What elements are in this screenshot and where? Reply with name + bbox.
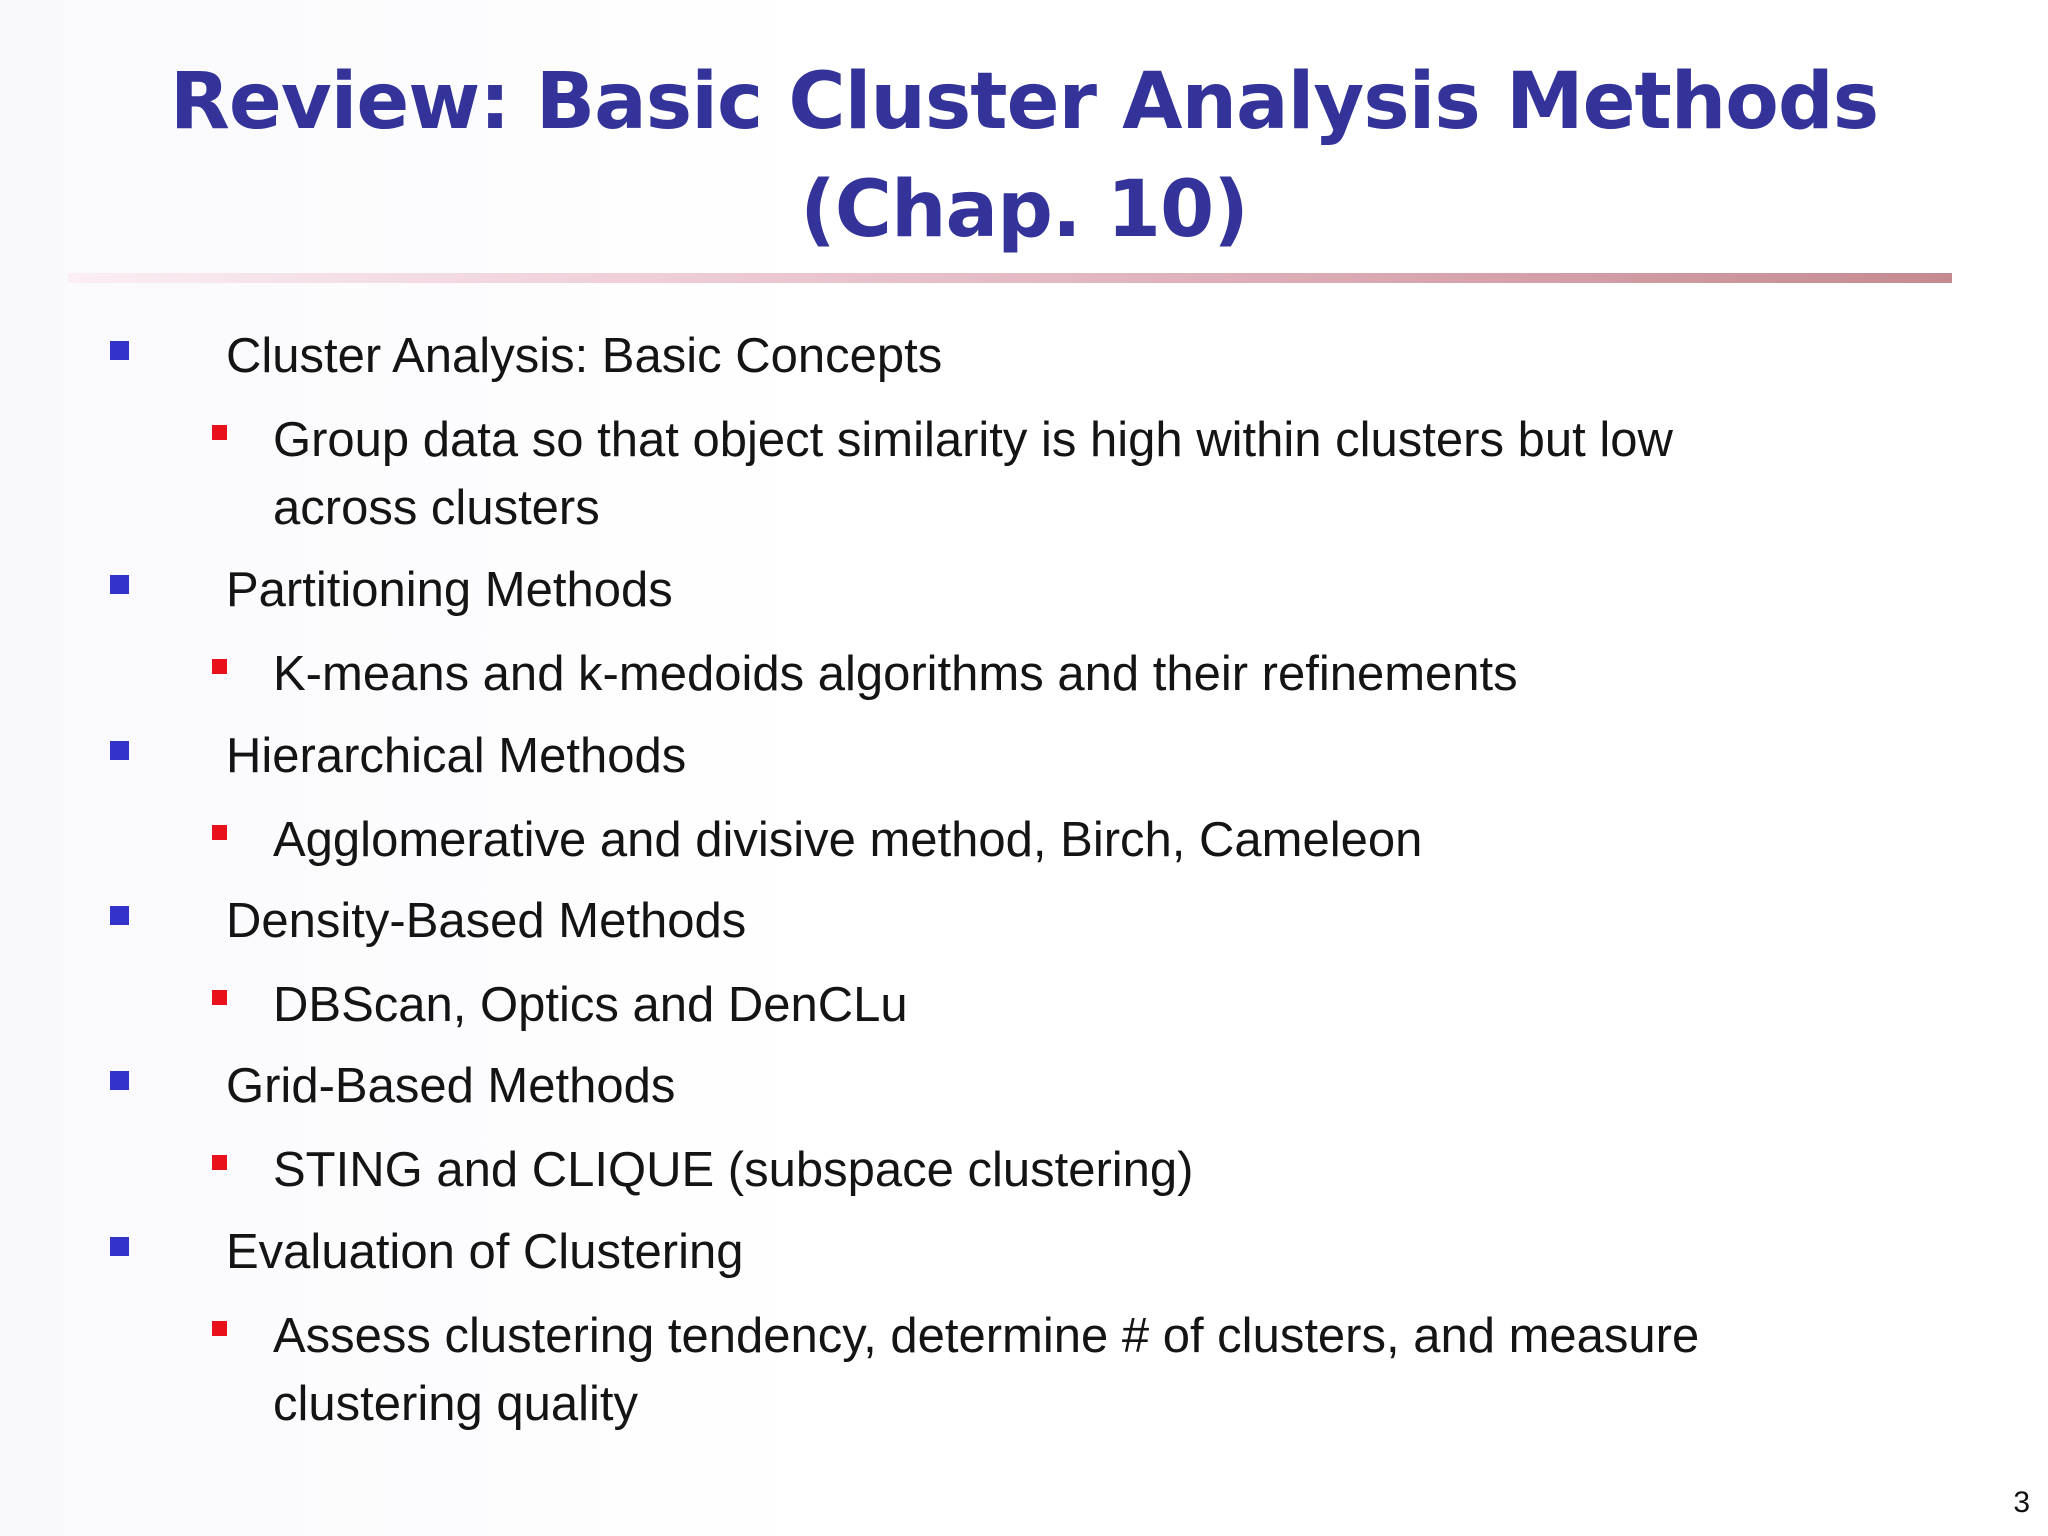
bullet-detail: DBScan, Optics and DenCLu xyxy=(273,978,908,1032)
bullet-heading: Hierarchical Methods xyxy=(226,729,687,783)
bullet-detail: STING and CLIQUE (subspace clustering) xyxy=(273,1143,1194,1197)
level1-bullet-icon xyxy=(110,906,129,925)
bullet-heading: Cluster Analysis: Basic Concepts xyxy=(226,329,943,383)
bullet-heading: Evaluation of Clustering xyxy=(226,1225,744,1279)
level2-bullet-icon xyxy=(212,1321,227,1336)
bullet-detail: K-means and k-medoids algorithms and their refinements xyxy=(273,647,1518,701)
bullet-heading: Grid-Based Methods xyxy=(226,1059,676,1113)
level2-bullet-icon xyxy=(212,990,227,1005)
level2-bullet-icon xyxy=(212,659,227,674)
bullet-detail-continued: clustering quality xyxy=(273,1377,638,1431)
slide-title: Review: Basic Cluster Analysis Methods (Chap. 10) xyxy=(169,57,1879,255)
bullet-detail: Agglomerative and divisive method, Birch, Cameleon xyxy=(273,813,1423,867)
page-number: 3 xyxy=(2013,1486,2030,1519)
level2-bullet-icon xyxy=(212,1155,227,1170)
level1-bullet-icon xyxy=(110,341,129,360)
bullet-detail-continued: across clusters xyxy=(273,481,600,535)
level1-bullet-icon xyxy=(110,575,129,594)
bullet-heading: Density-Based Methods xyxy=(226,894,747,948)
bullet-heading: Partitioning Methods xyxy=(226,563,673,617)
level1-bullet-icon xyxy=(110,1237,129,1256)
level1-bullet-icon xyxy=(110,741,129,760)
level2-bullet-icon xyxy=(212,825,227,840)
bullet-detail: Assess clustering tendency, determine # of clusters, and measure xyxy=(273,1309,1700,1363)
level2-bullet-icon xyxy=(212,425,227,440)
level1-bullet-icon xyxy=(110,1071,129,1090)
bullet-detail: Group data so that object similarity is high within clusters but low xyxy=(273,413,1673,467)
